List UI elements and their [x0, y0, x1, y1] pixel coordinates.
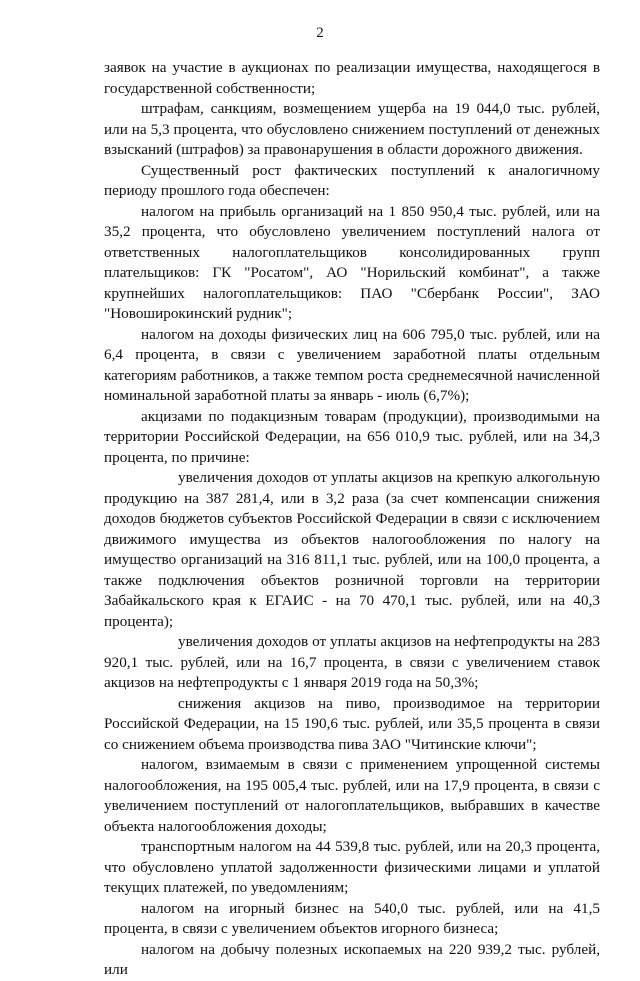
paragraph: увеличения доходов от уплаты акцизов на крепкую алкогольную продукцию на 387 281,4, или в 3,2 раза (за счет компенсации снижения доходов бюджетов субъектов Российской Федерации в связи с исключением движимого имущества из объектов налогообложения по налогу на имущество организаций на 316 811,1 тыс. рублей, или на 100,0 процента, а также подключения объектов розничной торговли на территории Забайкальского края к ЕГАИС - на 70 470,1 тыс. рублей, или на 40,3 процента);: [104, 469, 600, 630]
paragraph: увеличения доходов от уплаты акцизов на нефтепродукты на 283 920,1 тыс. рублей, или на 16,7 процента, в связи с увеличением ставок акцизов на нефтепродукты с 1 января 2019 года на 50,3%;: [104, 633, 600, 691]
paragraph: налогом на игорный бизнес на 540,0 тыс. рублей, или на 41,5 процента, в связи с увеличением объектов игорного бизнеса;: [104, 899, 600, 937]
paragraph: налогом на доходы физических лиц на 606 795,0 тыс. рублей, или на 6,4 процента, в связи с увеличением заработной платы отдельным категориям работников, а также темпом роста среднемесячной начисленной номинальной заработной платы за январь - июль (6,7%);: [104, 325, 600, 404]
paragraph: акцизами по подакцизным товарам (продукции), производимыми на территории Российской Федерации, на 656 010,9 тыс. рублей, или на 34,3 процента, по причине:: [104, 407, 600, 466]
paragraph: штрафам, санкциям, возмещением ущерба на 19 044,0 тыс. рублей, или на 5,3 процента, что обусловлено снижением поступлений от денежных взысканий (штрафов) за правонарушения в области дорожного движения.: [104, 100, 600, 158]
paragraph: заявок на участие в аукционах по реализации имущества, находящегося в государственной собственности;: [104, 59, 600, 97]
paragraph: Существенный рост фактических поступлений к аналогичному периоду прошлого года обеспечен:: [104, 161, 600, 199]
page-number: 2: [316, 25, 324, 41]
document-body: [104, 58, 600, 981]
paragraph: снижения акцизов на пиво, производимое на территории Российской Федерации, на 15 190,6 тыс. рублей, или 35,5 процента в связи со снижением объема производства пива ЗАО "Читинские ключи";: [104, 694, 600, 753]
paragraph: налогом, взимаемым в связи с применением упрощенной системы налогообложения, на 195 005,4 тыс. рублей, или на 17,9 процента, в связи с увеличением поступлений от налогоплательщиков, выбравших в качестве объекта налогообложения доходы;: [104, 756, 600, 835]
paragraph: транспортным налогом на 44 539,8 тыс. рублей, или на 20,3 процента, что обусловлено уплатой задолженности физическими лицами и уплатой текущих платежей, по уведомлениям;: [104, 838, 600, 896]
paragraph: налогом на добычу полезных ископаемых на 220 939,2 тыс. рублей, или: [104, 940, 600, 978]
paragraph: налогом на прибыль организаций на 1 850 950,4 тыс. рублей, или на 35,2 процента, что обусловлено увеличением поступлений налога от ответственных налогоплательщиков консолидированных групп плательщиков: ГК "Росатом", АО "Норильский комбинат", а также крупнейших налогоплательщиков: ПАО "Сбербанк России", ЗАО "Новоширокинский рудник";: [104, 202, 600, 322]
